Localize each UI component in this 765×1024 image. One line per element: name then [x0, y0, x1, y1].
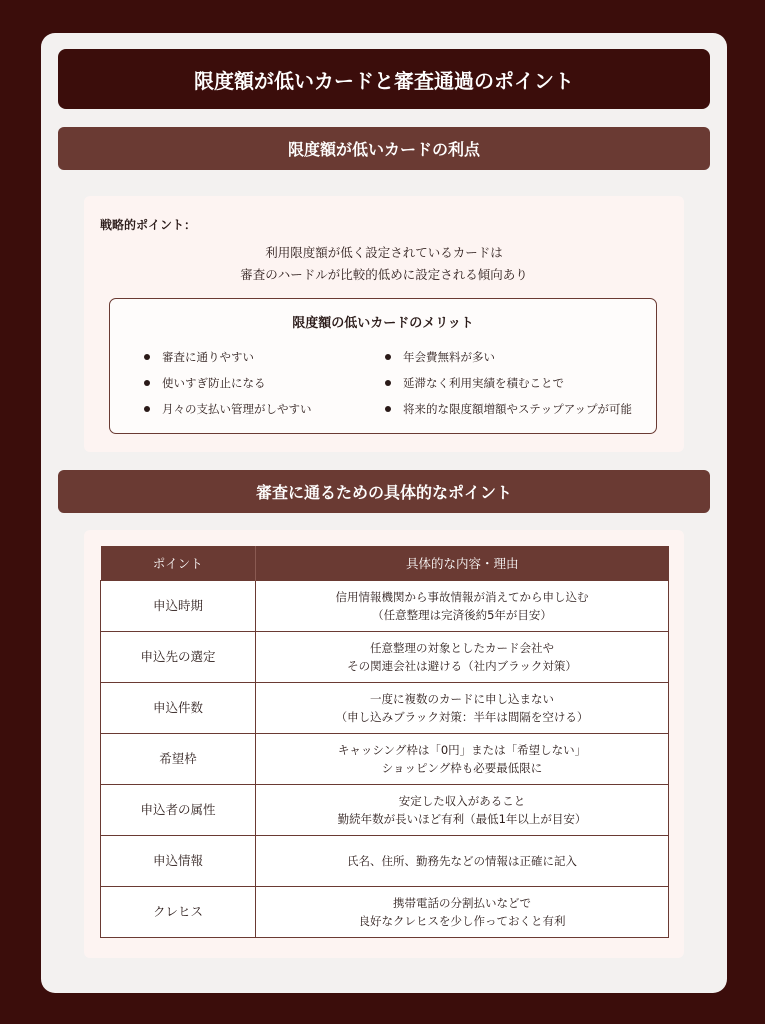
- points-panel: [84, 530, 684, 958]
- table-row: [101, 683, 669, 734]
- bullet-icon: [144, 354, 150, 360]
- row-detail: [256, 836, 669, 887]
- merit-item: [381, 349, 632, 375]
- points-table: [100, 546, 669, 938]
- merit-list-left: [140, 349, 312, 427]
- bullet-icon: [385, 354, 391, 360]
- bullet-icon: [144, 380, 150, 386]
- row-point: 希望枠: [101, 734, 256, 785]
- strategy-line: 審査のハードルが比較的低めに設定される傾向あり: [240, 267, 528, 282]
- detail-line: 氏名、住所、勤務先などの情報は正確に記入: [347, 854, 577, 868]
- table-row: [101, 632, 669, 683]
- row-point: クレヒス: [101, 887, 256, 938]
- page-title: 限度額が低いカードと審査通過のポイント: [58, 49, 710, 109]
- merit-item-text: 使いすぎ防止になる: [162, 376, 266, 390]
- detail-line: ショッピング枠も必要最低限に: [381, 761, 543, 775]
- detail-line: キャッシング枠は「0円」または「希望しない」: [337, 743, 587, 757]
- table-row: [101, 785, 669, 836]
- merit-item-text: 月々の支払い管理がしやすい: [162, 402, 312, 416]
- table-row: [101, 734, 669, 785]
- row-detail: [256, 887, 669, 938]
- detail-line: 信用情報機関から事故情報が消えてから申し込む: [335, 590, 589, 604]
- row-point: 申込件数: [101, 683, 256, 734]
- detail-line: 安定した収入があること: [398, 794, 526, 808]
- detail-line: 良好なクレヒスを少し作っておくと有利: [358, 914, 566, 928]
- merit-item-text: 将来的な限度額増額やステップアップが可能: [403, 402, 632, 416]
- strategy-line: 利用限度額が低く設定されているカードは: [265, 245, 503, 260]
- column-header-point: ポイント: [101, 546, 256, 581]
- row-detail: [256, 785, 669, 836]
- detail-line: その関連会社は避ける（社内ブラック対策）: [347, 659, 577, 673]
- detail-line: 携帯電話の分割払いなどで: [393, 896, 531, 910]
- benefits-panel: [84, 196, 684, 452]
- table-row: [101, 581, 669, 632]
- bullet-icon: [385, 380, 391, 386]
- detail-line: 任意整理の対象としたカード会社や: [370, 641, 554, 655]
- merit-item-text: 延滞なく利用実績を積むことで: [403, 376, 564, 390]
- row-detail: [256, 581, 669, 632]
- merit-box: [109, 298, 657, 434]
- merit-item: [381, 401, 632, 427]
- merit-item-text: 年会費無料が多い: [403, 350, 495, 364]
- merit-item: [381, 375, 632, 401]
- table-row: [101, 836, 669, 887]
- merit-item: [140, 401, 312, 427]
- bullet-icon: [144, 406, 150, 412]
- strategy-label: 戦略的ポイント：: [100, 218, 197, 232]
- merit-item: [140, 349, 312, 375]
- row-point: 申込情報: [101, 836, 256, 887]
- table-row: [101, 887, 669, 938]
- detail-line: （申し込みブラック対策：半年は間隔を空ける）: [335, 710, 589, 724]
- detail-line: 勤続年数が長いほど有利（最低1年以上が目安）: [337, 812, 587, 826]
- row-detail: [256, 683, 669, 734]
- merit-item: [140, 375, 312, 401]
- strategy-text: [84, 242, 684, 286]
- section-header-points: 審査に通るための具体的なポイント: [58, 470, 710, 513]
- detail-line: （任意整理は完済後約5年が目安）: [372, 608, 552, 622]
- merit-item-text: 審査に通りやすい: [162, 350, 254, 364]
- row-point: 申込者の属性: [101, 785, 256, 836]
- row-detail: [256, 734, 669, 785]
- merit-title: 限度額の低いカードのメリット: [292, 316, 474, 331]
- merit-list-right: [381, 349, 632, 427]
- detail-line: 一度に複数のカードに申し込まない: [370, 692, 554, 706]
- row-detail: [256, 632, 669, 683]
- column-header-detail: 具体的な内容・理由: [256, 546, 669, 581]
- table-header-row: [101, 546, 669, 581]
- row-point: 申込先の選定: [101, 632, 256, 683]
- section-header-benefits: 限度額が低いカードの利点: [58, 127, 710, 170]
- infographic-card: [41, 33, 727, 993]
- row-point: 申込時期: [101, 581, 256, 632]
- bullet-icon: [385, 406, 391, 412]
